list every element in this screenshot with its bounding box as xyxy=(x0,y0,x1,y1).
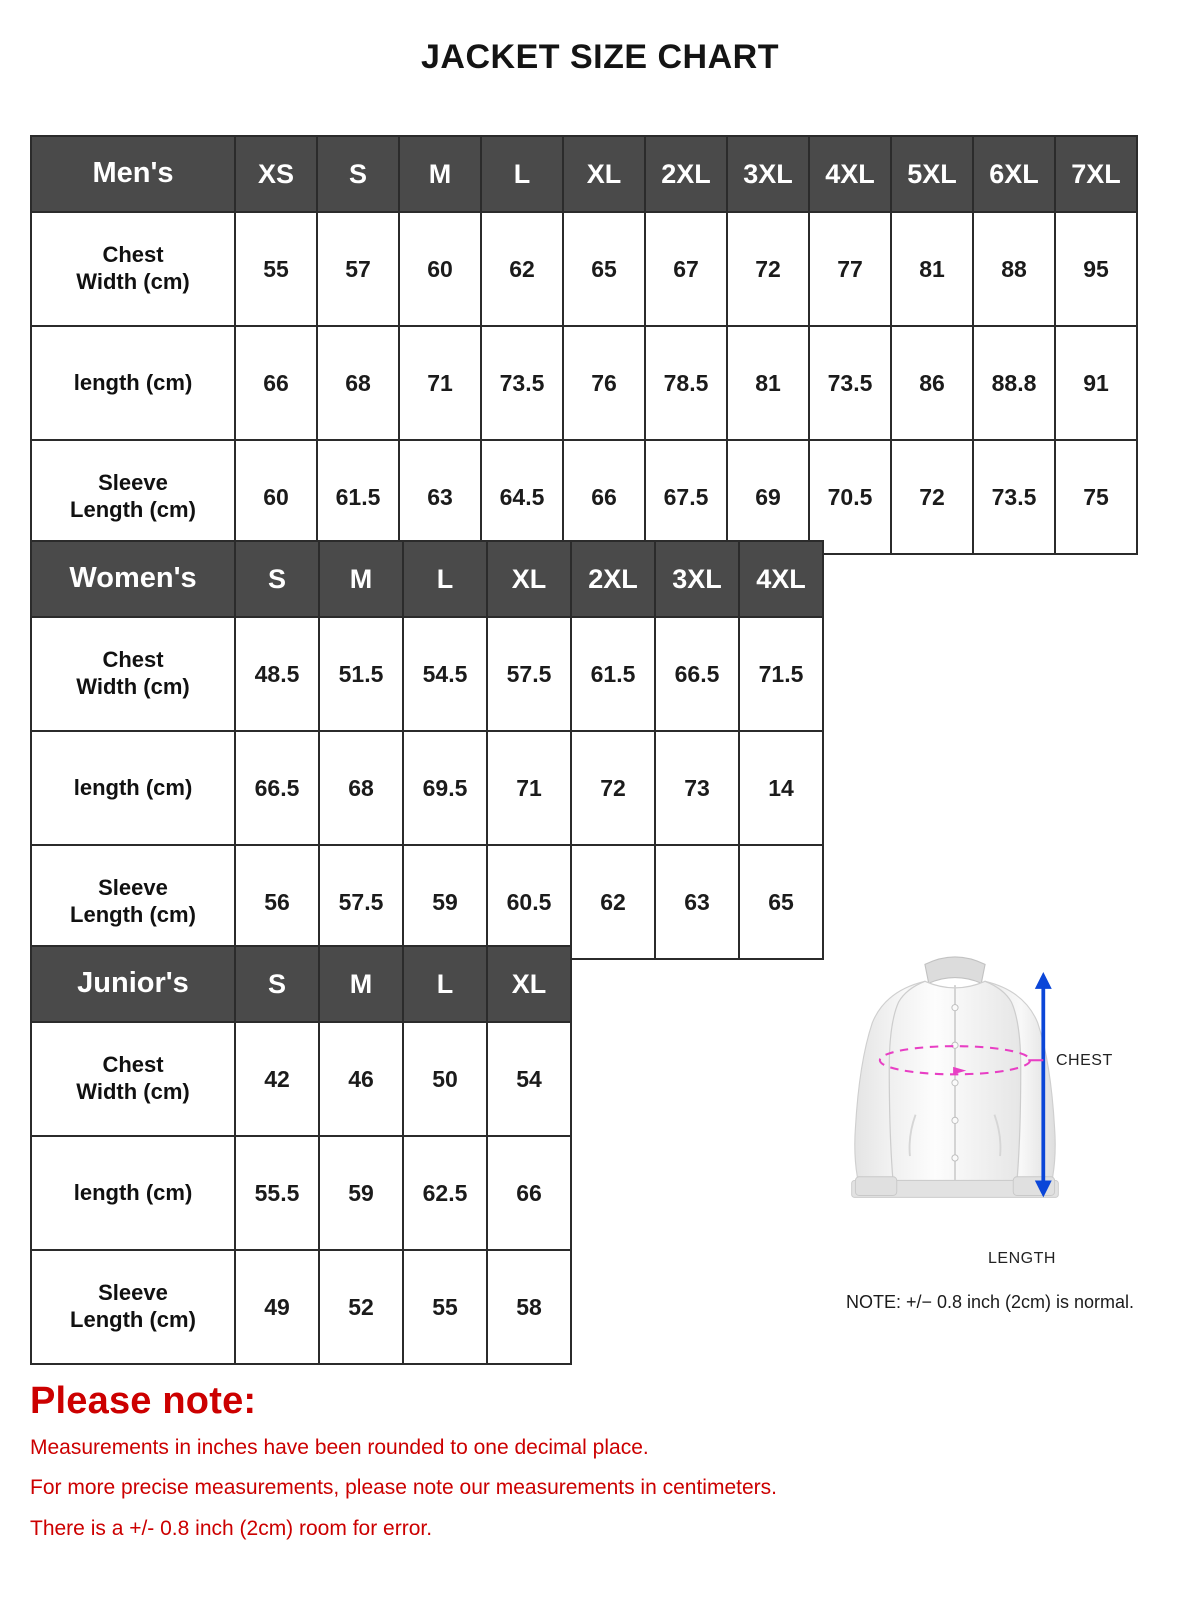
row-label-line1: Chest xyxy=(102,647,164,673)
cell: 49 xyxy=(235,1250,319,1364)
jacket-measurement-diagram xyxy=(800,940,1170,1340)
table-row xyxy=(31,1136,571,1250)
cell: 71 xyxy=(399,326,481,440)
mens-size-table-wrap xyxy=(30,135,1138,555)
row-label-sleeve-length xyxy=(31,845,235,959)
cell: 76 xyxy=(563,326,645,440)
row-label-line1: length (cm) xyxy=(73,774,193,800)
cell: 55.5 xyxy=(235,1136,319,1250)
table-row xyxy=(31,617,823,731)
cell: 62.5 xyxy=(403,1136,487,1250)
row-label-line2: Length (cm) xyxy=(70,1307,196,1332)
size-header-2xl: 2XL xyxy=(645,136,727,212)
row-label-line2: Width (cm) xyxy=(76,269,190,294)
row-label-sleeve-length xyxy=(31,440,235,554)
size-header-s: S xyxy=(317,136,399,212)
cell: 42 xyxy=(235,1022,319,1136)
size-header-l: L xyxy=(403,946,487,1022)
size-header-m: M xyxy=(399,136,481,212)
please-note-heading: Please note: xyxy=(30,1380,257,1422)
cell: 63 xyxy=(655,845,739,959)
cell: 66.5 xyxy=(235,731,319,845)
womens-category-header: Women's xyxy=(31,541,235,617)
table-row xyxy=(31,440,1137,554)
cell: 55 xyxy=(403,1250,487,1364)
row-label-line1: Chest xyxy=(102,242,164,268)
cell: 71 xyxy=(487,731,571,845)
cell: 73 xyxy=(655,731,739,845)
size-header-xs: XS xyxy=(235,136,317,212)
size-header-7xl: 7XL xyxy=(1055,136,1137,212)
table-row xyxy=(31,845,823,959)
row-label-line2: Width (cm) xyxy=(76,1079,190,1104)
cell: 72 xyxy=(571,731,655,845)
size-header-s: S xyxy=(235,946,319,1022)
please-note-section xyxy=(30,1380,1030,1556)
cell: 46 xyxy=(319,1022,403,1136)
table-header-row xyxy=(31,946,571,1022)
cell: 78.5 xyxy=(645,326,727,440)
cell: 62 xyxy=(571,845,655,959)
cell: 59 xyxy=(319,1136,403,1250)
please-note-line-1: Measurements in inches have been rounded to one decimal place. xyxy=(30,1436,649,1459)
cell: 54 xyxy=(487,1022,571,1136)
cell: 50 xyxy=(403,1022,487,1136)
cell: 59 xyxy=(403,845,487,959)
size-header-2xl: 2XL xyxy=(571,541,655,617)
cell: 86 xyxy=(891,326,973,440)
cell: 95 xyxy=(1055,212,1137,326)
cell: 63 xyxy=(399,440,481,554)
cell: 88 xyxy=(973,212,1055,326)
row-label-chest-width xyxy=(31,617,235,731)
row-label-length xyxy=(31,326,235,440)
cell: 48.5 xyxy=(235,617,319,731)
juniors-size-table-wrap xyxy=(30,945,572,1365)
juniors-size-table xyxy=(30,945,572,1365)
size-header-xl: XL xyxy=(487,541,571,617)
juniors-category-header: Junior's xyxy=(31,946,235,1022)
cell: 14 xyxy=(739,731,823,845)
cell: 72 xyxy=(891,440,973,554)
table-header-row xyxy=(31,541,823,617)
row-label-sleeve-length xyxy=(31,1250,235,1364)
row-label-line1: Chest xyxy=(102,1052,164,1078)
cell: 57 xyxy=(317,212,399,326)
tolerance-note: NOTE: +/− 0.8 inch (2cm) is normal. xyxy=(845,1292,1135,1312)
cell: 60.5 xyxy=(487,845,571,959)
cell: 73.5 xyxy=(809,326,891,440)
cell: 58 xyxy=(487,1250,571,1364)
chest-measurement-label: CHEST xyxy=(1056,1052,1113,1069)
cell: 60 xyxy=(399,212,481,326)
size-header-m: M xyxy=(319,541,403,617)
cell: 72 xyxy=(727,212,809,326)
cell: 57.5 xyxy=(319,845,403,959)
cell: 67.5 xyxy=(645,440,727,554)
cell: 81 xyxy=(891,212,973,326)
cell: 68 xyxy=(317,326,399,440)
row-label-line2: Length (cm) xyxy=(70,902,196,927)
cell: 75 xyxy=(1055,440,1137,554)
cell: 69 xyxy=(727,440,809,554)
table-row xyxy=(31,1250,571,1364)
row-label-line1: Sleeve xyxy=(98,1280,168,1306)
size-header-m: M xyxy=(319,946,403,1022)
row-label-line1: Sleeve xyxy=(98,470,168,496)
page-title: JACKET SIZE CHART xyxy=(421,38,779,76)
size-header-5xl: 5XL xyxy=(891,136,973,212)
size-header-l: L xyxy=(481,136,563,212)
row-label-chest-width xyxy=(31,212,235,326)
size-header-6xl: 6XL xyxy=(973,136,1055,212)
jacket-illustration-icon xyxy=(810,940,1100,1250)
cell: 65 xyxy=(563,212,645,326)
size-header-3xl: 3XL xyxy=(655,541,739,617)
cell: 67 xyxy=(645,212,727,326)
cell: 65 xyxy=(739,845,823,959)
cell: 73.5 xyxy=(481,326,563,440)
cell: 91 xyxy=(1055,326,1137,440)
size-header-l: L xyxy=(403,541,487,617)
please-note-line-3: There is a +/- 0.8 inch (2cm) room for error. xyxy=(30,1516,433,1540)
size-header-4xl: 4XL xyxy=(809,136,891,212)
cell: 71.5 xyxy=(739,617,823,731)
size-header-xl: XL xyxy=(487,946,571,1022)
row-label-length xyxy=(31,1136,235,1250)
length-measurement-label: LENGTH xyxy=(988,1250,1056,1267)
cell: 73.5 xyxy=(973,440,1055,554)
cell: 69.5 xyxy=(403,731,487,845)
cell: 55 xyxy=(235,212,317,326)
cell: 57.5 xyxy=(487,617,571,731)
cell: 66 xyxy=(487,1136,571,1250)
cell: 61.5 xyxy=(571,617,655,731)
size-header-s: S xyxy=(235,541,319,617)
womens-size-table-wrap xyxy=(30,540,824,960)
row-label-line1: Sleeve xyxy=(98,875,168,901)
size-header-4xl: 4XL xyxy=(739,541,823,617)
row-label-length xyxy=(31,731,235,845)
cell: 54.5 xyxy=(403,617,487,731)
cell: 66.5 xyxy=(655,617,739,731)
row-label-line1: length (cm) xyxy=(73,1179,193,1205)
cell: 64.5 xyxy=(481,440,563,554)
mens-category-header: Men's xyxy=(31,136,235,212)
row-label-line2: Width (cm) xyxy=(76,674,190,699)
cell: 66 xyxy=(235,326,317,440)
table-row xyxy=(31,1022,571,1136)
table-row xyxy=(31,326,1137,440)
cell: 88.8 xyxy=(973,326,1055,440)
cell: 70.5 xyxy=(809,440,891,554)
size-header-xl: XL xyxy=(563,136,645,212)
cell: 52 xyxy=(319,1250,403,1364)
row-label-chest-width xyxy=(31,1022,235,1136)
table-row xyxy=(31,212,1137,326)
table-row xyxy=(31,731,823,845)
cell: 51.5 xyxy=(319,617,403,731)
cell: 56 xyxy=(235,845,319,959)
table-header-row xyxy=(31,136,1137,212)
cell: 60 xyxy=(235,440,317,554)
please-note-line-2: For more precise measurements, please note our measurements in centimeters. xyxy=(30,1476,777,1500)
row-label-line2: Length (cm) xyxy=(70,497,196,522)
cell: 66 xyxy=(563,440,645,554)
size-header-3xl: 3XL xyxy=(727,136,809,212)
cell: 81 xyxy=(727,326,809,440)
cell: 68 xyxy=(319,731,403,845)
row-label-line1: length (cm) xyxy=(73,369,193,395)
cell: 61.5 xyxy=(317,440,399,554)
cell: 62 xyxy=(481,212,563,326)
cell: 77 xyxy=(809,212,891,326)
mens-size-table xyxy=(30,135,1138,555)
womens-size-table xyxy=(30,540,824,960)
